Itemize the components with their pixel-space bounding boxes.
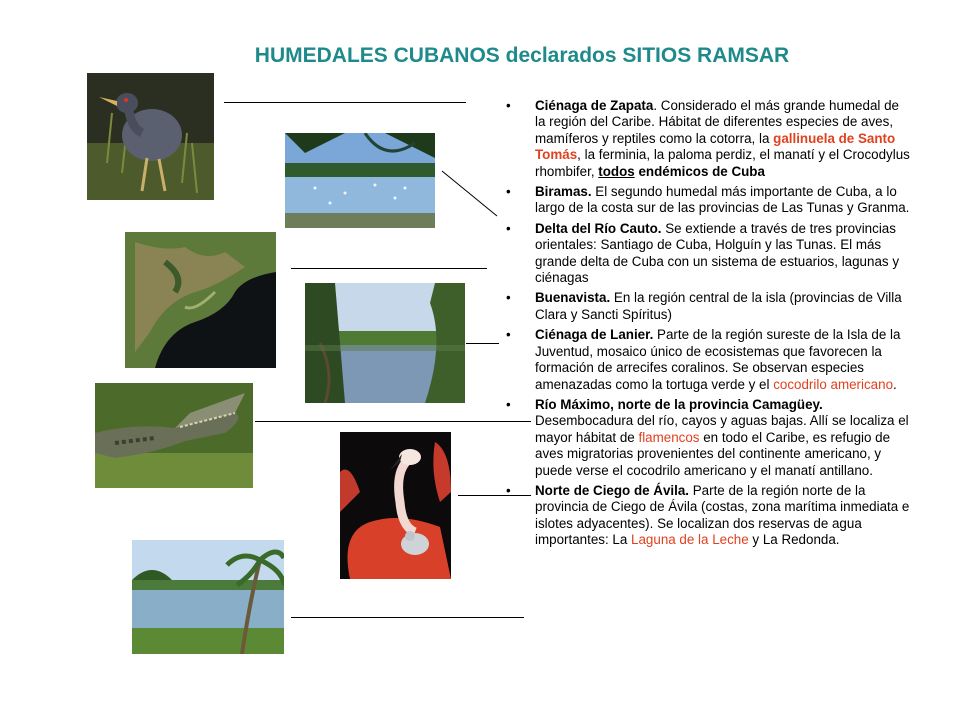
ramsar-sites-list [500,98,912,553]
bullet-icon: • [506,327,511,343]
connector-line [255,421,531,422]
connector-line [440,170,500,218]
bullet-icon: • [506,396,511,412]
highlight-text: cocodrilo americano [773,376,894,392]
satellite-map-photo [125,232,276,368]
list-item: • Ciénaga de Lanier. Parte de la región sureste de la Isla de la Juventud, mosaico único de ecosistemas que favorecen la formación de arrecifes coralinos. Se observan especies amenazadas como la tortuga verde y el cocodrilo americano. [506,327,901,392]
bullet-icon: • [506,290,511,306]
site-name: Ciénaga de Lanier. [535,327,654,343]
wetland-landscape-photo [285,133,435,228]
site-name: Buenavista. [535,290,611,306]
flamingo-photo [340,432,451,579]
connector-line [291,268,487,269]
list-item: • Río Máximo, norte de la provincia Camagüey. Desembocadura del río, cayos y aguas bajas. Allí se localiza el mayor hábitat de flamencos en todo el Caribe, es refugio de aves migratorias provenientes del continente americano, y puede verse el cocodrilo americano y el manatí antillano. [506,396,909,478]
site-name: Río Máximo, norte de la provincia Camagüey. [535,396,823,412]
site-name: Ciénaga de Zapata [535,98,654,113]
connector-line [291,617,524,618]
list-item: • Biramas. El segundo humedal más importante de Cuba, a lo largo de la costa sur de las provincias de Las Tunas y Granma. [506,184,910,216]
bullet-icon: • [506,184,511,200]
list-item: • Norte de Ciego de Ávila. Parte de la región norte de la provincia de Ciego de Ávila (costas, zona marítima inmediata e islotes adyacentes). Se localizan dos reservas de agua importantes: La Laguna de la Leche y La Redonda. [506,482,910,548]
highlight-text: flamencos [638,429,700,445]
highlight-text: Laguna de la Leche [631,532,749,548]
bullet-icon: • [506,98,511,113]
connector-line [224,102,466,103]
list-item: • Ciénaga de Zapata. Considerado el más grande humedal de la región del Caribe. Hábitat de diferentes especies de aves, mamíferos y reptiles como la cotorra, la gallinuela de Santo Tomás, la ferminia, la paloma perdiz, el manatí y el Crocodylus rhombifer, todos endémicos de Cuba [506,98,910,179]
bullet-icon: • [506,220,511,236]
river-delta-photo [305,283,465,403]
highlight-text: gallinuela de Santo Tomás [535,130,896,163]
gallinuela-bird-photo [87,73,214,200]
crocodile-photo [95,383,253,488]
lagoon-shore-photo [132,540,284,654]
list-item: • Buenavista. En la región central de la isla (provincias de Villa Clara y Sancti Spíritus) [506,290,902,322]
list-item: • Delta del Río Cauto. Se extiende a través de tres provincias orientales: Santiago de Cuba, Holguín y las Tunas. El más grande delta de Cuba con un sistema de estuarios, lagunas y ciénagas [506,220,900,286]
site-name: Biramas. [535,184,592,200]
site-name: Norte de Ciego de Ávila. [535,482,690,498]
bullet-icon: • [506,482,511,498]
connector-line [466,343,499,344]
page-title: HUMEDALES CUBANOS declarados SITIOS RAMSAR [254,44,790,67]
site-name: Delta del Río Cauto. [535,220,662,236]
